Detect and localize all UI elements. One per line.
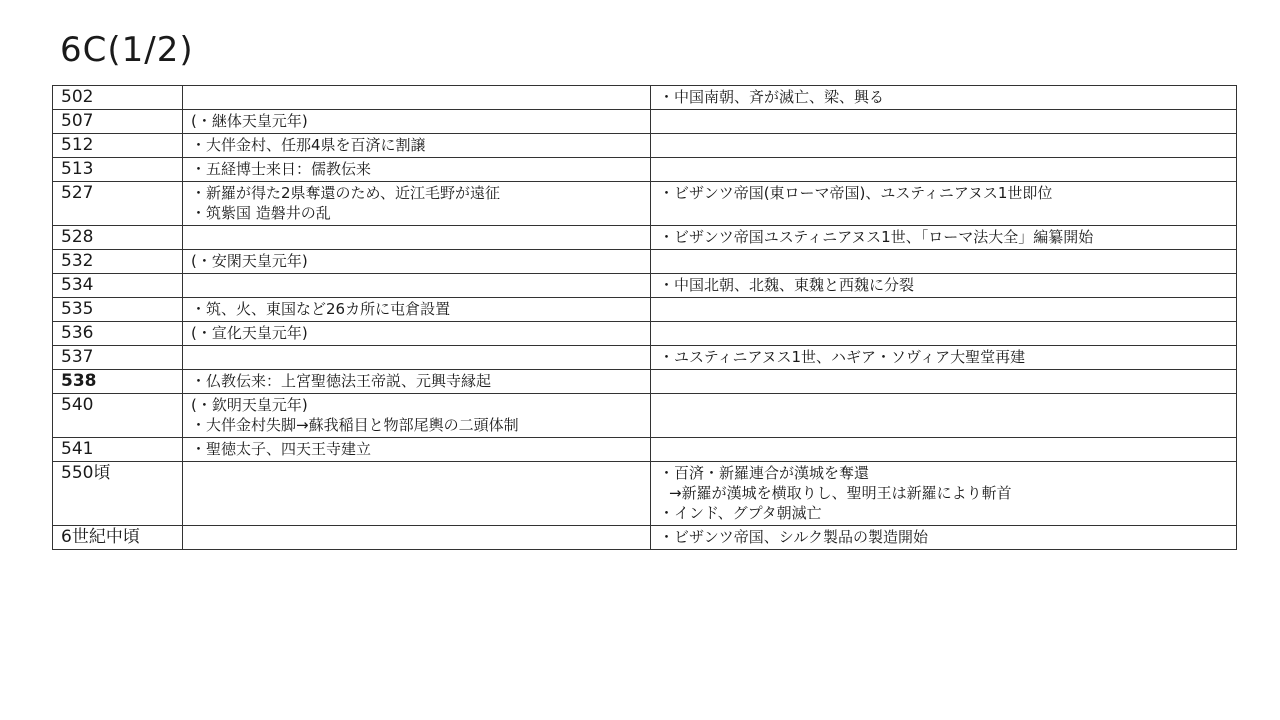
japan-events-cell bbox=[183, 322, 651, 346]
year-cell: 512 bbox=[53, 134, 183, 158]
japan-events-cell bbox=[183, 394, 651, 438]
world-events-cell bbox=[651, 110, 1237, 134]
year-cell: 527 bbox=[53, 182, 183, 226]
table-row bbox=[53, 182, 1237, 226]
japan-event-line: ・仏教伝来：上宮聖徳法王帝説、元興寺縁起 bbox=[191, 372, 492, 390]
year-cell: 538 bbox=[53, 370, 183, 394]
japan-event-line: (・宣化天皇元年) bbox=[191, 324, 308, 342]
japan-events-cell bbox=[183, 226, 651, 250]
year-cell: 507 bbox=[53, 110, 183, 134]
japan-events-cell bbox=[183, 346, 651, 370]
table-row bbox=[53, 274, 1237, 298]
table-row bbox=[53, 86, 1237, 110]
year-cell: 532 bbox=[53, 250, 183, 274]
year-cell: 528 bbox=[53, 226, 183, 250]
slide-title: 6C(1/2) bbox=[60, 30, 194, 70]
japan-events-cell bbox=[183, 182, 651, 226]
table-row bbox=[53, 110, 1237, 134]
table-row bbox=[53, 394, 1237, 438]
world-event-line: ・ビザンツ帝国(東ローマ帝国)、ユスティニアヌス1世即位 bbox=[659, 184, 1053, 202]
world-event-line: ・ビザンツ帝国、シルク製品の製造開始 bbox=[659, 528, 929, 546]
japan-events-cell bbox=[183, 110, 651, 134]
table-row bbox=[53, 370, 1237, 394]
world-events-cell bbox=[651, 134, 1237, 158]
table-row bbox=[53, 526, 1237, 550]
table-row bbox=[53, 158, 1237, 182]
timeline-body bbox=[53, 86, 1237, 550]
japan-event-line: (・欽明天皇元年) bbox=[191, 396, 308, 414]
japan-events-cell bbox=[183, 274, 651, 298]
japan-event-line: ・大伴金村、任那4県を百済に割譲 bbox=[191, 136, 426, 154]
japan-events-cell bbox=[183, 526, 651, 550]
year-cell: 502 bbox=[53, 86, 183, 110]
japan-events-cell bbox=[183, 158, 651, 182]
year-cell: 513 bbox=[53, 158, 183, 182]
japan-events-cell bbox=[183, 438, 651, 462]
world-events-cell bbox=[651, 526, 1237, 550]
world-events-cell bbox=[651, 226, 1237, 250]
world-events-cell bbox=[651, 394, 1237, 438]
japan-events-cell bbox=[183, 86, 651, 110]
world-events-cell bbox=[651, 158, 1237, 182]
japan-event-line: ・五経博士来日：儒教伝来 bbox=[191, 160, 372, 178]
world-events-cell bbox=[651, 274, 1237, 298]
world-events-cell bbox=[651, 250, 1237, 274]
table-row bbox=[53, 346, 1237, 370]
japan-event-line: (・継体天皇元年) bbox=[191, 112, 308, 130]
world-event-line: ・ビザンツ帝国ユスティニアヌス1世、「ローマ法大全」編纂開始 bbox=[659, 228, 1094, 246]
table-row bbox=[53, 298, 1237, 322]
year-cell: 535 bbox=[53, 298, 183, 322]
world-event-line: ・ユスティニアヌス1世、ハギア・ソヴィア大聖堂再建 bbox=[659, 348, 1026, 366]
world-event-line: ・インド、グプタ朝滅亡 bbox=[659, 504, 822, 522]
world-events-cell bbox=[651, 346, 1237, 370]
japan-event-line: (・安閑天皇元年) bbox=[191, 252, 308, 270]
table-row bbox=[53, 322, 1237, 346]
year-cell: 540 bbox=[53, 394, 183, 438]
japan-events-cell bbox=[183, 298, 651, 322]
year-cell: 550頃 bbox=[53, 462, 183, 526]
world-events-cell bbox=[651, 322, 1237, 346]
world-event-line: ・中国北朝、北魏、東魏と西魏に分裂 bbox=[659, 276, 915, 294]
japan-events-cell bbox=[183, 250, 651, 274]
japan-event-line: ・筑紫国 造磐井の乱 bbox=[191, 204, 331, 222]
world-events-cell bbox=[651, 462, 1237, 526]
japan-events-cell bbox=[183, 370, 651, 394]
japan-event-line: ・新羅が得た2県奪還のため、近江毛野が遠征 bbox=[191, 184, 500, 202]
year-cell: 541 bbox=[53, 438, 183, 462]
world-events-cell bbox=[651, 438, 1237, 462]
table-row bbox=[53, 462, 1237, 526]
japan-event-line: ・聖徳太子、四天王寺建立 bbox=[191, 440, 372, 458]
year-cell: 537 bbox=[53, 346, 183, 370]
table-row bbox=[53, 134, 1237, 158]
world-event-line: →新羅が漢城を横取りし、聖明王は新羅により斬首 bbox=[669, 484, 1012, 502]
year-cell: 6世紀中頃 bbox=[53, 526, 183, 550]
table-row bbox=[53, 226, 1237, 250]
japan-events-cell bbox=[183, 134, 651, 158]
japan-events-cell bbox=[183, 462, 651, 526]
table-row bbox=[53, 438, 1237, 462]
world-event-line: ・中国南朝、斉が滅亡、梁、興る bbox=[659, 88, 885, 106]
world-events-cell bbox=[651, 182, 1237, 226]
japan-event-line: ・大伴金村失脚→蘇我稲目と物部尾輿の二頭体制 bbox=[191, 416, 519, 434]
year-cell: 536 bbox=[53, 322, 183, 346]
japan-event-line: ・筑、火、東国など26カ所に屯倉設置 bbox=[191, 300, 451, 318]
world-event-line: ・百済・新羅連合が漢城を奪還 bbox=[659, 464, 870, 482]
year-cell: 534 bbox=[53, 274, 183, 298]
world-events-cell bbox=[651, 86, 1237, 110]
table-row bbox=[53, 250, 1237, 274]
timeline-table bbox=[52, 85, 1237, 550]
world-events-cell bbox=[651, 370, 1237, 394]
world-events-cell bbox=[651, 298, 1237, 322]
